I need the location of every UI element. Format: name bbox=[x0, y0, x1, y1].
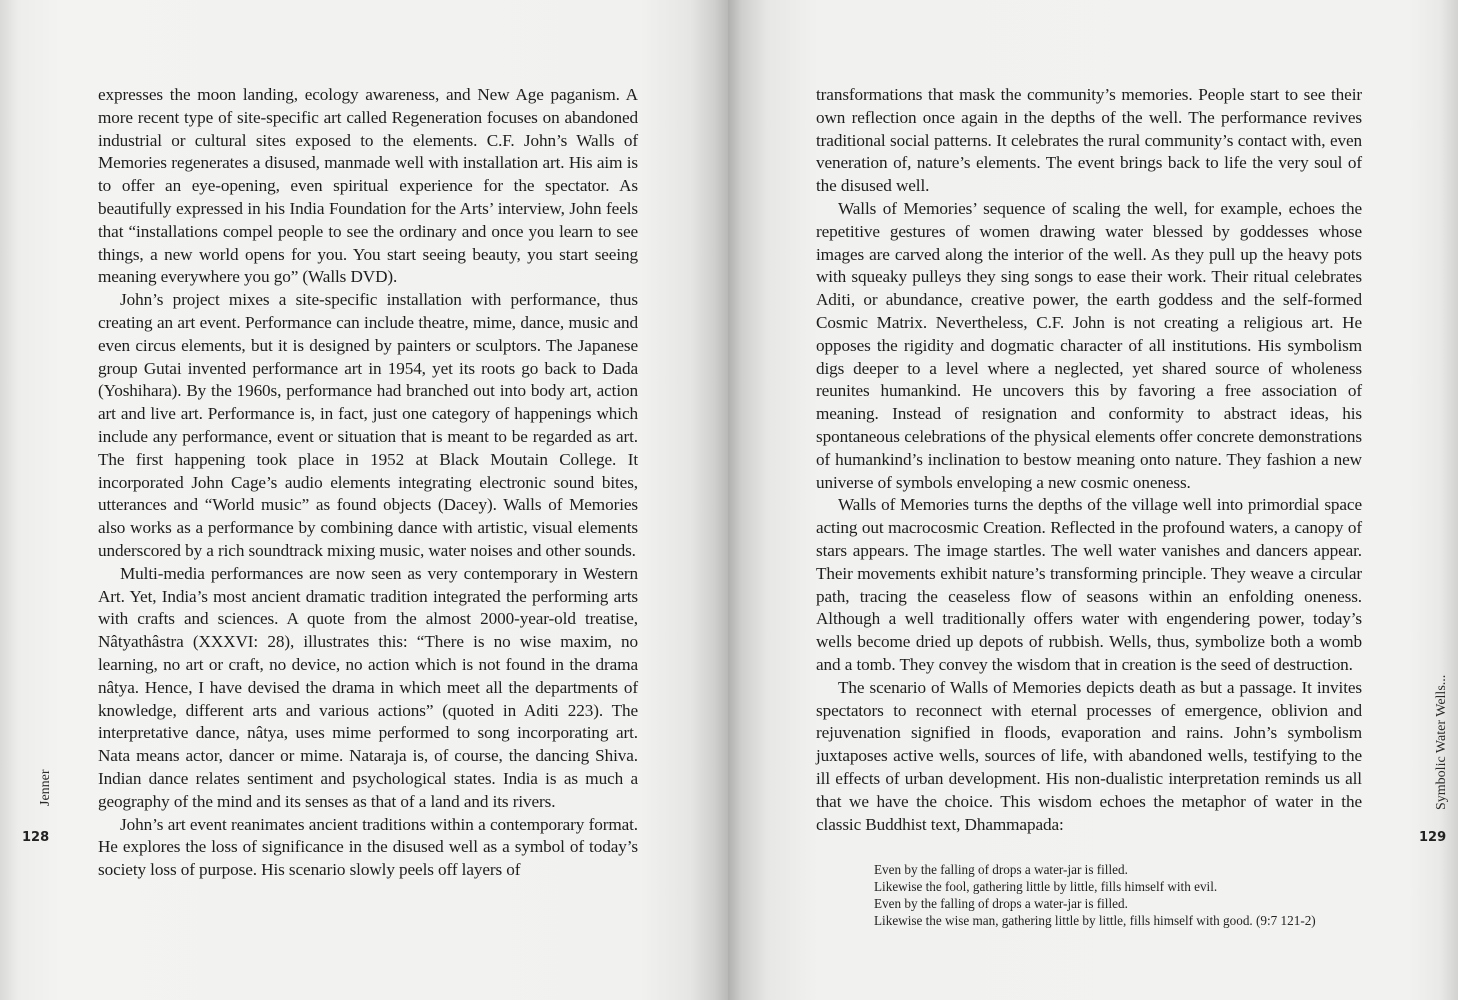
running-head: Symbolic Water Wells... bbox=[1434, 674, 1449, 810]
paragraph: Multi-media performances are now seen as very contemporary in Western Art. Yet, India’s most ancient dramatic tradition integrated the performing arts with crafts and sciences. A quote from the almost 2000-year-old treatise, Nâtyathâstra (XXXVI: 28), illustrates this: “There is no wise maxim, no learning, no art or craft, no device, no action which is not found in the drama nâtya. Hence, I have devised the drama in which meet all the departments of knowledge, different arts and various actions” (quoted in Aditi 223). The interpretative dance, nâtya, uses mime performed to song incorporating art. Nata means actor, dancer or mime. Nataraja is, of course, the dancing Shiva. Indian dance relates sentiment and psychological states. India is as much a geography of the mind and its senses as that of a land and its rivers. bbox=[98, 563, 638, 811]
paragraph: expresses the moon landing, ecology awareness, and New Age paganism. A more recent type of site-specific art called Regeneration focuses on abandoned industrial or cultural sites exposed to the elements. C.F. John’s Walls of Memories regenerates a disused, manmade well with installation art. His aim is to offer an eye-opening, even spiritual experience for the spectator. As beautifully expressed in his India Foundation for the Arts’ interview, John feels that “installations compel people to see the ordinary and once you learn to see things, a new world opens for you. You start seeing beauty, you start seeing meaning everywhere you go” (Walls DVD). bbox=[98, 85, 638, 287]
block-quote bbox=[874, 861, 1394, 929]
page-number: 128 bbox=[22, 830, 50, 845]
quote-line: Likewise the fool, gathering little by little, fills himself with evil. bbox=[874, 879, 1218, 894]
running-head: Jenner bbox=[38, 769, 53, 806]
paragraph: The scenario of Walls of Memories depicts death as but a passage. It invites spectators to reconnect with eternal processes of emergence, oblivion and rejuvenation signified in floods, evaporation and rains. John’s symbolism juxtaposes active wells, sources of life, with abandoned wells, testifying to the ill effects of urban development. His non-dualistic interpretation reminds us all that we have the choice. This wisdom echoes the metaphor of water in the classic Buddhist text, Dhammapada: bbox=[816, 677, 1362, 834]
left-page bbox=[0, 0, 728, 1000]
left-page-body bbox=[98, 84, 638, 882]
quote-line: Even by the falling of drops a water-jar is filled. bbox=[874, 862, 1128, 877]
paragraph: Walls of Memories’ sequence of scaling the well, for example, echoes the repetitive gestures of women drawing water blessed by goddesses whose images are carved along the interior of the well. As they pull up the heavy pots with squeaky pulleys they sing songs to ease their work. Their ritual celebrates Aditi, or abundance, creative power, the earth goddess and the self-formed Cosmic Matrix. Nevertheless, C.F. John is not creating a religious art. He opposes the rigidity and dogmatic character of all institutions. His symbolism digs deeper to a level where a neglected, yet shared source of wholeness reunites humankind. He uncovers this by favoring a free association of meaning. Instead of resignation and conformity to abstract ideas, his spontaneous celebrations of the physical elements offer concrete demonstrations of humankind’s inclination to bestow meaning onto nature. They fashion a new universe of symbols enveloping a new cosmic oneness. bbox=[816, 198, 1362, 492]
paragraph: John’s art event reanimates ancient traditions within a contemporary format. He explores the loss of significance in the disused well as a symbol of today’s society loss of purpose. His scenario slowly peels off layers of bbox=[98, 814, 638, 880]
quote-line: Even by the falling of drops a water-jar is filled. bbox=[874, 896, 1128, 911]
quote-line: Likewise the wise man, gathering little by little, fills himself with good. (9:7 121-2) bbox=[874, 913, 1316, 928]
paragraph: John’s project mixes a site-specific installation with performance, thus creating an art event. Performance can include theatre, mime, dance, music and even circus elements, but it is designed by painters or sculptors. The Japanese group Gutai invented performance art in 1954, yet its roots go back to Dada (Yoshihara). By the 1960s, performance had branched out into body art, action art and live art. Performance is, in fact, just one category of happenings which include any performance, event or situation that is meant to be regarded as art. The first happening took place in 1952 at Black Moutain College. It incorporated John Cage’s audio elements integrating electronic sound bites, utterances and “World music” as found objects (Dacey). Walls of Memories also works as a performance by combining dance with artistic, visual elements underscored by a rich soundtrack mixing music, water noises and other sounds. bbox=[98, 290, 638, 560]
right-page-body bbox=[816, 84, 1362, 836]
right-page bbox=[728, 0, 1458, 1000]
paragraph: Walls of Memories turns the depths of the village well into primordial space acting out macrocosmic Creation. Reflected in the profound waters, a canopy of stars appears. The image startles. The well water vanishes and dancers appear. Their movements exhibit nature’s transforming principle. They weave a circular path, tracing the ceaseless flow of seasons within an enfolding oneness. Although a well traditionally offers water with engendering power, today’s wells become dried up depots of rubbish. Wells, thus, symbolize both a womb and a tomb. They convey the wisdom that in creation is the seed of destruction. bbox=[816, 495, 1362, 674]
page-number: 129 bbox=[1419, 830, 1447, 845]
paragraph: transformations that mask the community’s memories. People start to see their own reflection once again in the depths of the well. The performance revives traditional social patterns. It celebrates the rural community’s contact with, even veneration of, nature’s elements. The event brings back to life the very soul of the disused well. bbox=[816, 85, 1362, 196]
